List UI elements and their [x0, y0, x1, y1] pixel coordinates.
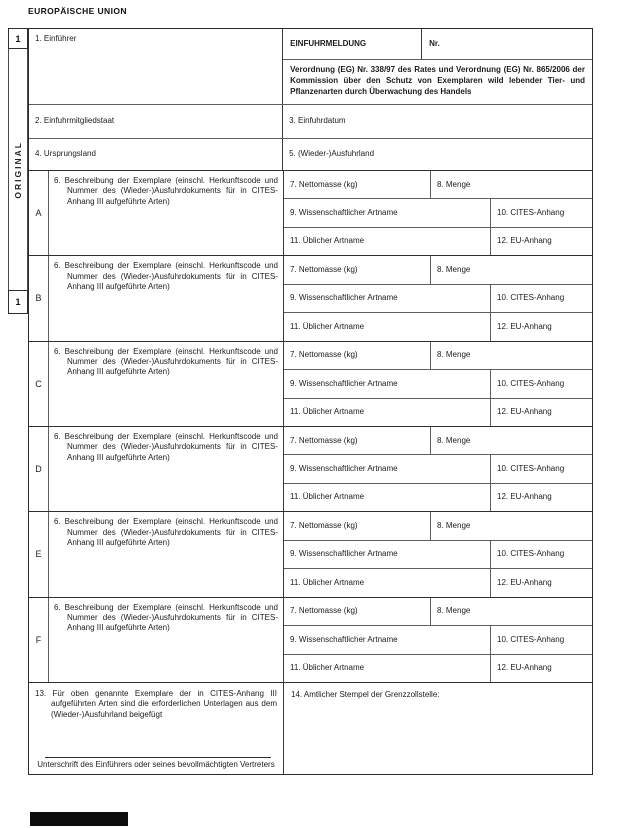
net-mass-cell — [284, 342, 431, 369]
quantity-cell — [431, 256, 592, 283]
scientific-name-label: 9. Wissenschaftlicher Artname — [290, 549, 398, 559]
net-mass-label: 7. Nettomasse (kg) — [290, 179, 358, 189]
common-name-label: 11. Üblicher Artname — [290, 663, 365, 673]
signature-caption: Unterschrift des Einführers oder seines bevollmächtigten Vertreters — [37, 759, 275, 769]
cites-annex-cell — [491, 541, 592, 568]
section-letter: A — [29, 171, 49, 255]
species-section — [29, 255, 592, 340]
row-origin — [29, 138, 592, 170]
form-title-block — [283, 29, 592, 104]
declaration-cell — [29, 683, 284, 774]
description-label: 6. Beschreibung der Exemplare (einschl. Herkunftscode und Nummer des (Wieder-)Ausfuhrdokuments für in CITES-Anhang III aufgeführte Arten) — [54, 431, 278, 462]
common-name-label: 11. Üblicher Artname — [290, 321, 365, 331]
origin-country-cell — [29, 139, 283, 170]
declaration-label: 13. Für oben genannte Exemplare der in CITES-Anhang III aufgeführten Arten sind die erforderlichen Unterlagen aus dem (Wieder-)Ausfuhrland beigefügt — [35, 688, 277, 719]
copy-number-top: 1 — [15, 33, 21, 44]
net-mass-cell — [284, 427, 431, 454]
net-mass-cell — [284, 171, 431, 198]
species-section — [29, 170, 592, 255]
row-member-state — [29, 104, 592, 138]
scientific-name-cell — [284, 285, 491, 312]
net-mass-cell — [284, 598, 431, 625]
common-name-label: 11. Üblicher Artname — [290, 577, 365, 587]
regulation-cell — [283, 59, 592, 104]
section-right-block — [284, 171, 592, 255]
eu-annex-label: 12. EU-Anhang — [497, 663, 552, 673]
eu-annex-label: 12. EU-Anhang — [497, 407, 552, 417]
copy-type-label: ORIGINAL — [13, 140, 23, 199]
cites-annex-label: 10. CITES-Anhang — [497, 634, 565, 644]
number-label: Nr. — [429, 38, 440, 48]
quantity-label: 8. Menge — [437, 179, 471, 189]
scientific-name-label: 9. Wissenschaftlicher Artname — [290, 463, 398, 473]
customs-stamp-label: 14. Amtlicher Stempel der Grenzzollstelle: — [291, 689, 440, 699]
net-mass-label: 7. Nettomasse (kg) — [290, 435, 358, 445]
header-band — [29, 29, 592, 104]
section-right-block — [284, 598, 592, 682]
common-name-label: 11. Üblicher Artname — [290, 236, 365, 246]
eu-annex-cell — [491, 313, 592, 340]
number-cell — [422, 29, 592, 59]
cites-annex-label: 10. CITES-Anhang — [497, 378, 565, 388]
description-cell — [49, 427, 284, 511]
eu-annex-label: 12. EU-Anhang — [497, 492, 552, 502]
description-label: 6. Beschreibung der Exemplare (einschl. Herkunftscode und Nummer des (Wieder-)Ausfuhrdokuments für in CITES-Anhang III aufgeführte Arten) — [54, 517, 278, 548]
copy-number-top-box — [8, 28, 28, 49]
description-cell — [49, 512, 284, 596]
description-label: 6. Beschreibung der Exemplare (einschl. Herkunftscode und Nummer des (Wieder-)Ausfuhrdokuments für in CITES-Anhang III aufgeführte Arten) — [54, 602, 278, 633]
registration-black-bar — [30, 812, 128, 826]
customs-stamp-cell — [284, 683, 592, 774]
description-cell — [49, 171, 284, 255]
net-mass-label: 7. Nettomasse (kg) — [290, 606, 358, 616]
eu-annex-cell — [491, 228, 592, 255]
row-declaration — [29, 682, 592, 774]
cites-annex-label: 10. CITES-Anhang — [497, 463, 565, 473]
importer-label: 1. Einführer — [35, 34, 77, 43]
species-section — [29, 341, 592, 426]
form-title: EINFUHRMELDUNG — [290, 38, 367, 48]
eu-annex-cell — [491, 484, 592, 511]
scientific-name-label: 9. Wissenschaftlicher Artname — [290, 293, 398, 303]
net-mass-label: 7. Nettomasse (kg) — [290, 520, 358, 530]
cites-annex-label: 10. CITES-Anhang — [497, 293, 565, 303]
copy-type-area — [8, 49, 28, 290]
quantity-cell — [431, 598, 592, 625]
eu-annex-label: 12. EU-Anhang — [497, 577, 552, 587]
common-name-cell — [284, 228, 491, 255]
quantity-label: 8. Menge — [437, 350, 471, 360]
net-mass-label: 7. Nettomasse (kg) — [290, 350, 358, 360]
cites-annex-cell — [491, 199, 592, 226]
scientific-name-label: 9. Wissenschaftlicher Artname — [290, 634, 398, 644]
section-right-block — [284, 256, 592, 340]
net-mass-label: 7. Nettomasse (kg) — [290, 264, 358, 274]
import-date-cell — [283, 105, 592, 138]
eu-annex-cell — [491, 569, 592, 596]
quantity-cell — [431, 342, 592, 369]
scientific-name-cell — [284, 455, 491, 482]
quantity-label: 8. Menge — [437, 520, 471, 530]
cites-annex-cell — [491, 455, 592, 482]
description-cell — [49, 256, 284, 340]
cites-annex-label: 10. CITES-Anhang — [497, 207, 565, 217]
species-section — [29, 597, 592, 682]
common-name-cell — [284, 313, 491, 340]
quantity-cell — [431, 171, 592, 198]
eu-annex-label: 12. EU-Anhang — [497, 321, 552, 331]
description-label: 6. Beschreibung der Exemplare (einschl. Herkunftscode und Nummer des (Wieder-)Ausfuhrdokuments für in CITES-Anhang III aufgeführte Arten) — [54, 176, 278, 206]
page-title: EUROPÄISCHE UNION — [28, 6, 127, 16]
description-cell — [49, 598, 284, 682]
cites-annex-label: 10. CITES-Anhang — [497, 549, 565, 559]
copy-strip — [8, 28, 28, 314]
form-title-cell — [283, 29, 422, 59]
section-letter: D — [29, 427, 49, 511]
eu-annex-cell — [491, 399, 592, 426]
net-mass-cell — [284, 256, 431, 283]
section-letter: C — [29, 342, 49, 426]
scientific-name-cell — [284, 199, 491, 226]
common-name-cell — [284, 399, 491, 426]
section-right-block — [284, 342, 592, 426]
section-letter: B — [29, 256, 49, 340]
member-state-cell — [29, 105, 283, 138]
import-notification-form — [28, 28, 593, 775]
scientific-name-cell — [284, 541, 491, 568]
cites-annex-cell — [491, 370, 592, 397]
reexport-country-cell — [283, 139, 592, 170]
quantity-cell — [431, 427, 592, 454]
common-name-cell — [284, 569, 491, 596]
importer-cell — [29, 29, 283, 104]
quantity-cell — [431, 512, 592, 539]
scientific-name-cell — [284, 370, 491, 397]
scientific-name-label: 9. Wissenschaftlicher Artname — [290, 378, 398, 388]
cites-annex-cell — [491, 626, 592, 653]
description-cell — [49, 342, 284, 426]
section-letter: F — [29, 598, 49, 682]
eu-annex-cell — [491, 655, 592, 682]
common-name-label: 11. Üblicher Artname — [290, 492, 365, 502]
common-name-cell — [284, 655, 491, 682]
reexport-country-label: 5. (Wieder-)Ausfuhrland — [289, 149, 375, 159]
common-name-label: 11. Üblicher Artname — [290, 407, 365, 417]
quantity-label: 8. Menge — [437, 606, 471, 616]
section-letter: E — [29, 512, 49, 596]
scientific-name-label: 9. Wissenschaftlicher Artname — [290, 207, 398, 217]
net-mass-cell — [284, 512, 431, 539]
member-state-label: 2. Einfuhrmitgliedstaat — [35, 116, 115, 126]
regulation-text: Verordnung (EG) Nr. 338/97 des Rates und Verordnung (EG) Nr. 865/2006 der Kommission über den Schutz von Exemplaren wild lebender Tier- und Pflanzenarten durch Überwachung des Handels — [290, 65, 585, 96]
origin-country-label: 4. Ursprungsland — [35, 149, 96, 159]
description-label: 6. Beschreibung der Exemplare (einschl. Herkunftscode und Nummer des (Wieder-)Ausfuhrdokuments für in CITES-Anhang III aufgeführte Arten) — [54, 346, 278, 377]
cites-annex-cell — [491, 285, 592, 312]
signature-block — [35, 757, 277, 770]
eu-annex-label: 12. EU-Anhang — [497, 236, 552, 246]
species-section — [29, 426, 592, 511]
signature-line — [45, 757, 271, 758]
quantity-label: 8. Menge — [437, 264, 471, 274]
quantity-label: 8. Menge — [437, 435, 471, 445]
import-date-label: 3. Einfuhrdatum — [289, 116, 346, 126]
common-name-cell — [284, 484, 491, 511]
species-section — [29, 511, 592, 596]
section-right-block — [284, 512, 592, 596]
section-right-block — [284, 427, 592, 511]
description-label: 6. Beschreibung der Exemplare (einschl. Herkunftscode und Nummer des (Wieder-)Ausfuhrdokuments für in CITES-Anhang III aufgeführte Arten) — [54, 261, 278, 292]
copy-number-bottom-box — [8, 290, 28, 314]
scientific-name-cell — [284, 626, 491, 653]
copy-number-bottom: 1 — [15, 297, 21, 307]
